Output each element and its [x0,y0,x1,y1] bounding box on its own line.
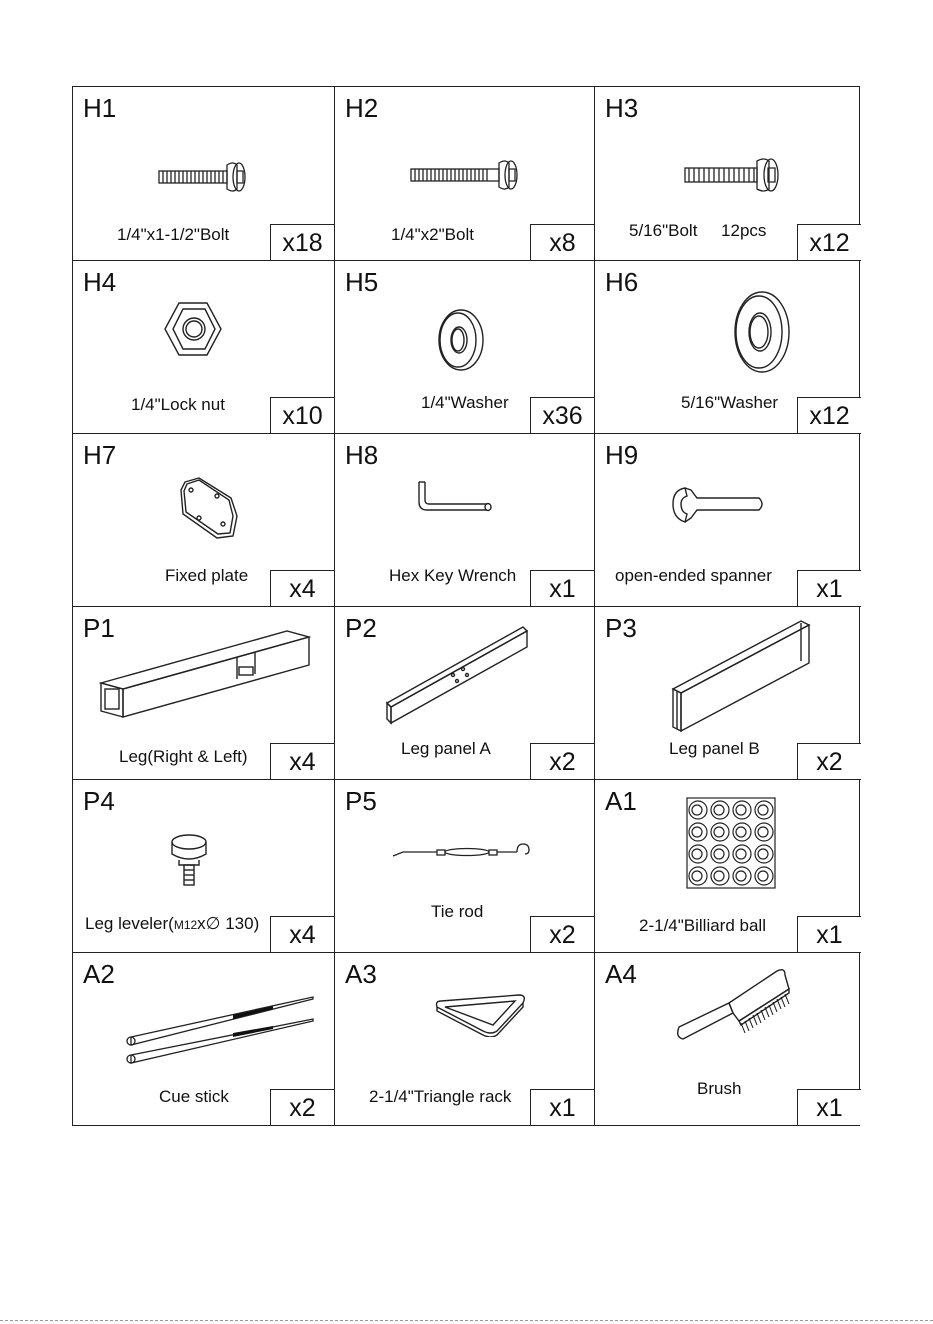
part-cell-a4 [595,953,861,1125]
part-quantity: x2 [530,743,594,779]
part-cell-h9 [595,434,861,607]
part-cell-p5 [335,780,595,953]
part-cell-h6 [595,261,861,434]
part-name: Leg panel B [669,739,760,758]
part-name-size: M12 [173,918,198,932]
leg-icon [97,627,311,723]
part-name: open-ended spanner [615,566,772,585]
part-quantity: x1 [530,1089,594,1125]
part-cell-p2 [335,607,595,780]
part-quantity: x2 [530,916,594,952]
cue-stick-icon [123,993,317,1067]
part-name: Leg panel A [401,739,491,758]
part-cell-p4 [73,780,335,953]
part-cell-h3 [595,87,861,261]
part-cell-a2 [73,953,335,1125]
part-code: A2 [83,959,115,989]
lock-nut-icon [163,299,225,361]
part-cell-h4 [73,261,335,434]
part-quantity: x12 [797,397,861,433]
part-code: H5 [345,267,379,297]
part-code: P1 [83,613,115,643]
washer-small-icon [435,307,487,373]
part-name: 5/16"Bolt 12pcs [629,221,767,240]
part-name: 1/4"Washer [421,393,509,412]
part-name-tail: x∅ 130) [197,914,260,933]
part-code: A3 [345,959,377,989]
part-code: H1 [83,93,117,123]
part-name: Fixed plate [165,566,249,585]
part-cell-p3 [595,607,861,780]
leg-panel-a-icon [383,623,531,727]
triangle-rack-icon [433,991,529,1037]
part-name: 2-1/4"Billiard ball [639,916,766,935]
part-cell-h5 [335,261,595,434]
part-name-main: Leg leveler( [85,914,174,933]
part-quantity: x4 [270,743,334,779]
part-quantity: x36 [530,397,594,433]
billiard-balls-icon [685,796,777,890]
part-cell-h8 [335,434,595,607]
part-name: 2-1/4"Triangle rack [369,1087,512,1106]
part-name: Cue stick [159,1087,229,1106]
bolt-large-icon [683,155,787,195]
part-code: A4 [605,959,637,989]
part-name [85,914,259,935]
part-cell-h1 [73,87,335,261]
parts-grid [72,86,860,1126]
part-cell-h7 [73,434,335,607]
part-code: P4 [83,786,115,816]
part-quantity: x4 [270,916,334,952]
part-quantity: x18 [270,224,334,260]
part-code: H6 [605,267,639,297]
part-code: H8 [345,440,379,470]
part-quantity: x2 [797,743,861,779]
part-code: H9 [605,440,639,470]
part-quantity: x1 [797,570,861,606]
part-name: 1/4"x2"Bolt [391,225,474,244]
part-quantity: x12 [797,224,861,260]
tie-rod-icon [391,840,535,862]
washer-large-icon [731,289,791,375]
part-code: H4 [83,267,117,297]
part-code: P5 [345,786,377,816]
part-cell-a3 [335,953,595,1125]
part-name: 1/4"x1-1/2"Bolt [117,225,230,244]
part-quantity: x2 [270,1089,334,1125]
part-code: H3 [605,93,639,123]
part-code: P2 [345,613,377,643]
part-name: Hex Key Wrench [389,566,517,585]
part-quantity: x1 [530,570,594,606]
part-name: Leg(Right & Left) [119,747,248,766]
part-code: H7 [83,440,117,470]
part-code: H2 [345,93,379,123]
part-cell-h2 [335,87,595,261]
leg-leveler-icon [169,832,209,888]
part-name: Tie rod [431,902,484,921]
part-quantity: x4 [270,570,334,606]
part-name: 5/16"Washer [681,393,779,412]
part-cell-p1 [73,607,335,780]
bolt-short-icon [157,159,253,195]
fixed-plate-icon [177,476,239,540]
part-quantity: x1 [797,916,861,952]
part-code: P3 [605,613,637,643]
brush-icon [673,963,791,1049]
part-quantity: x1 [797,1089,861,1125]
part-name: Brush [697,1079,742,1098]
part-name: 1/4"Lock nut [131,395,225,414]
hex-key-icon [415,478,495,518]
part-quantity: x10 [270,397,334,433]
page-bottom-rule [0,1320,933,1321]
spanner-icon [671,484,767,526]
bolt-long-icon [409,157,529,193]
leg-panel-b-icon [669,619,815,735]
part-code: A1 [605,786,637,816]
part-cell-a1 [595,780,861,953]
part-quantity: x8 [530,224,594,260]
